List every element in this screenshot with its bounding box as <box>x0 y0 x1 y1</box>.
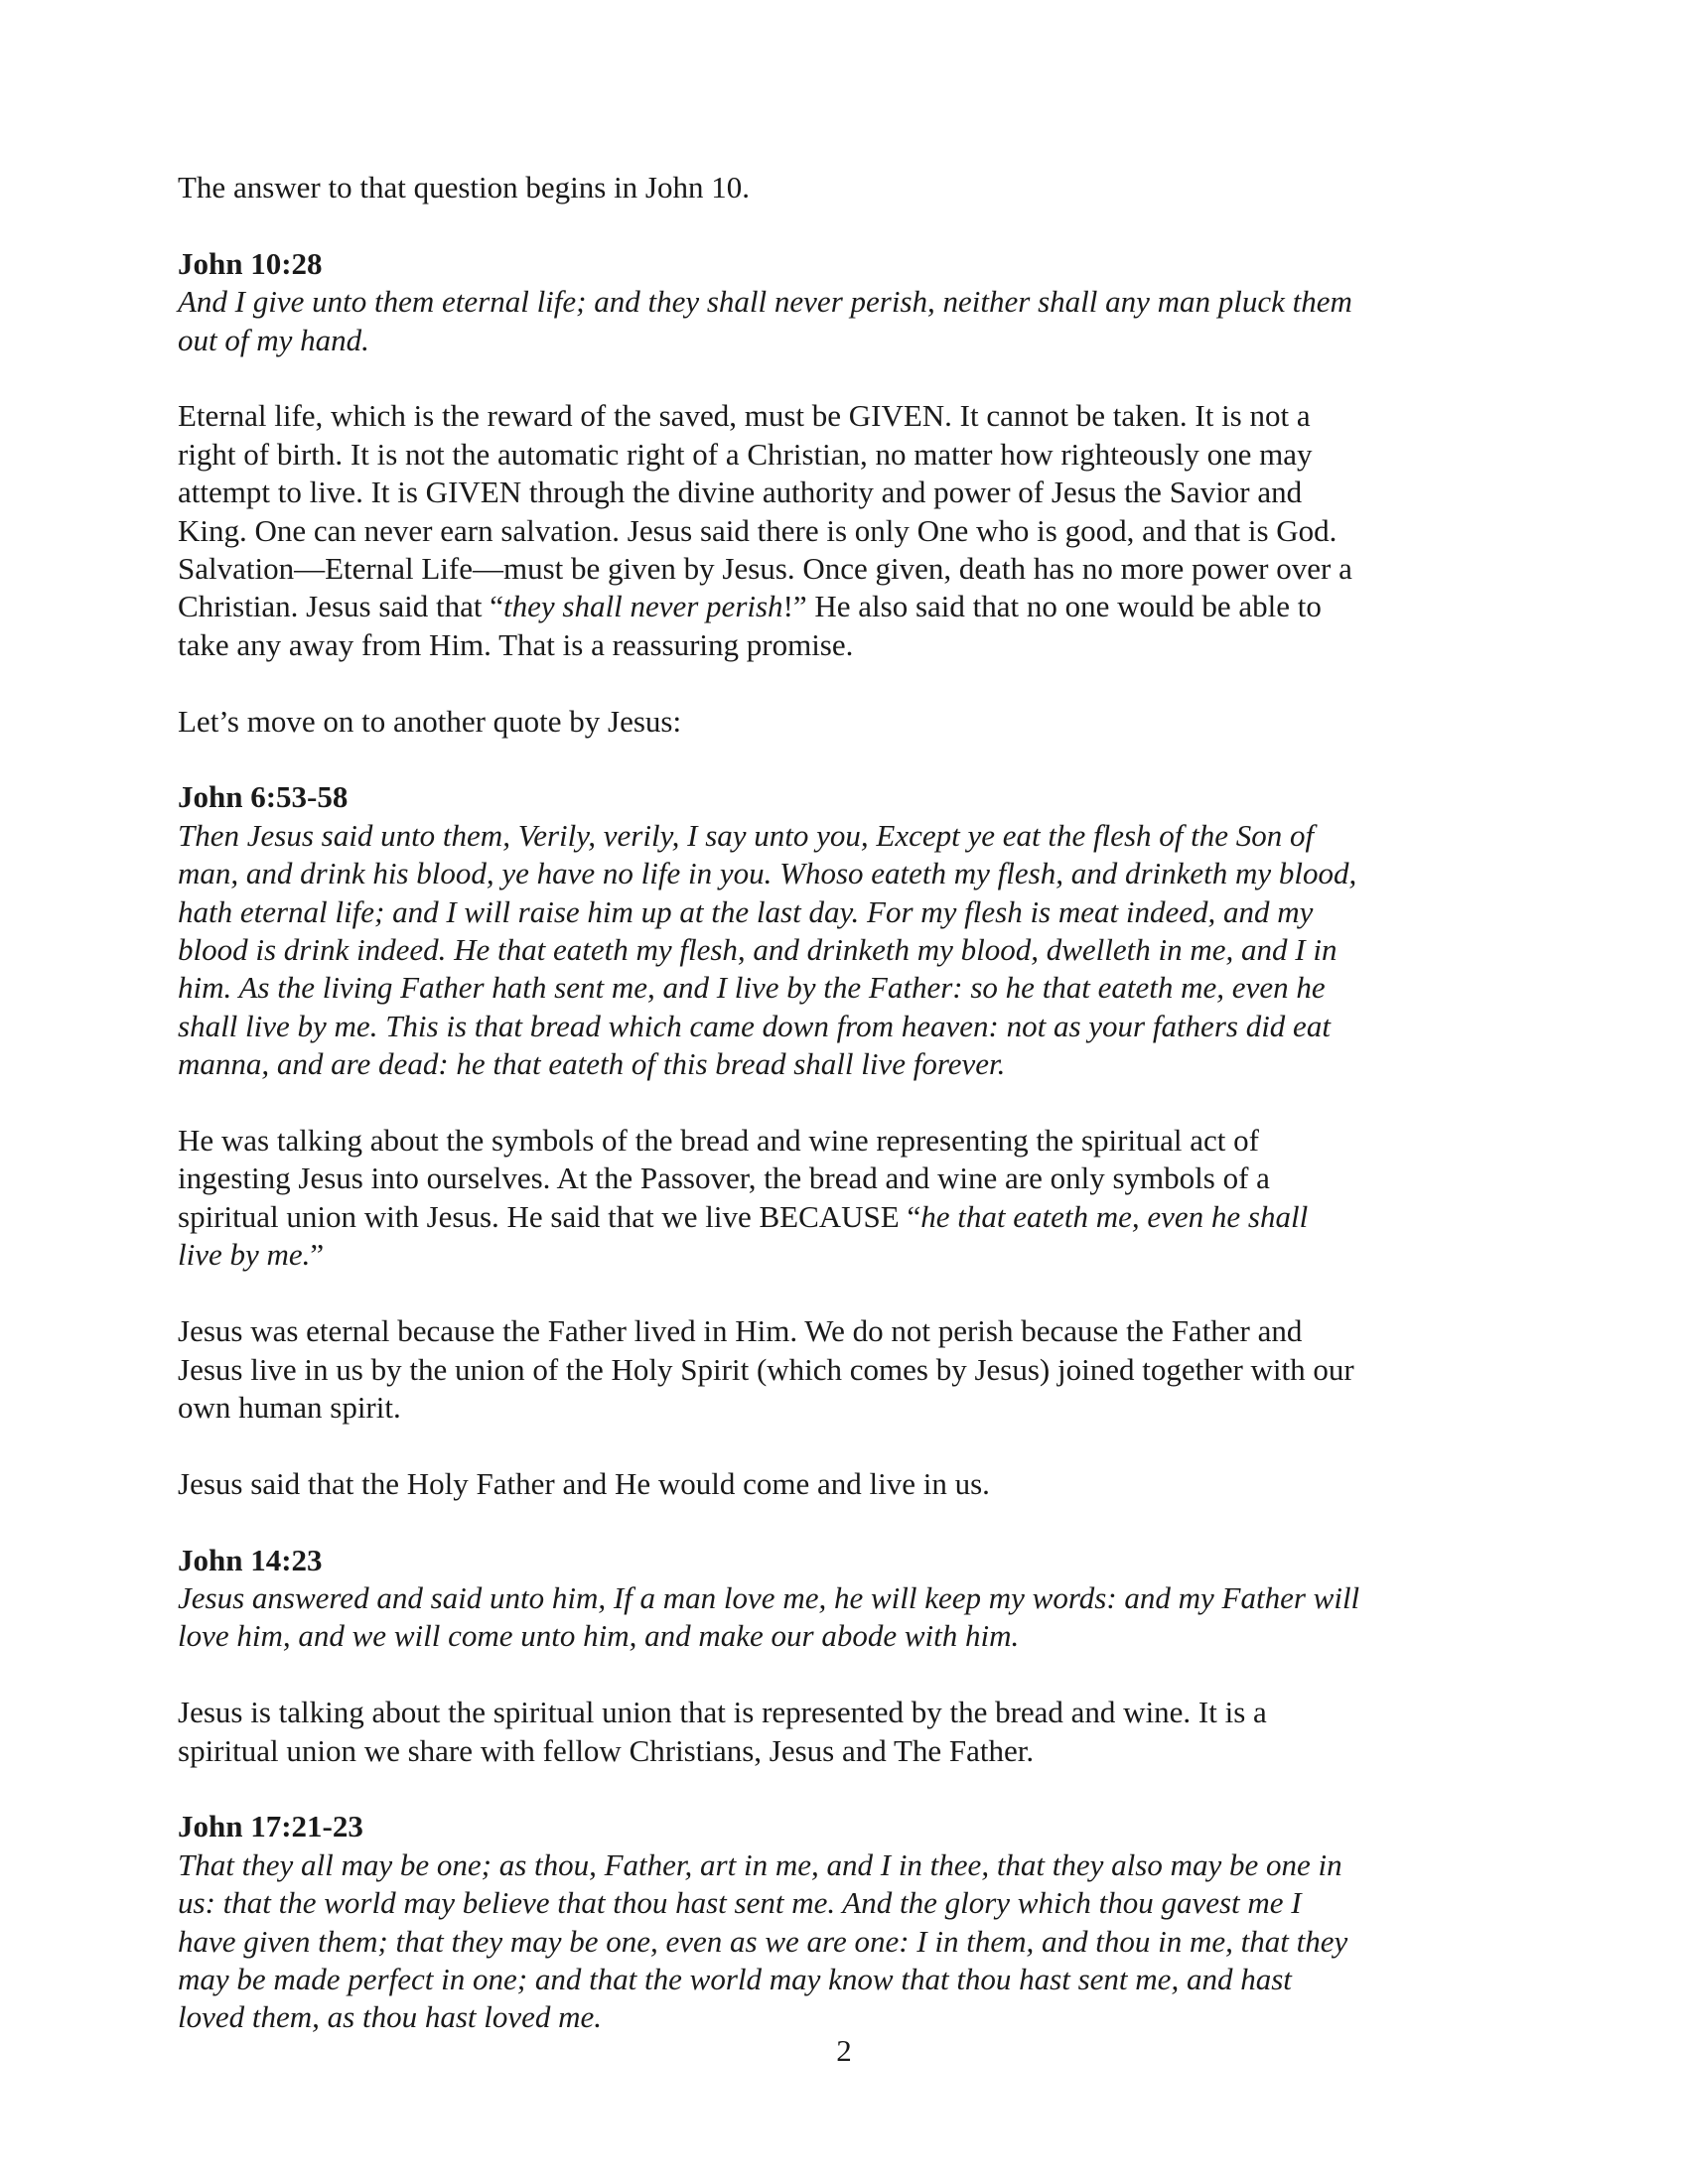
verse-line: Jesus answered and said unto him, If a man love me, he will keep my words: and my Father will <box>178 1579 1360 1615</box>
father-paragraph <box>178 1312 1459 1427</box>
verse-text <box>178 1846 1459 2037</box>
text-run: spiritual union with Jesus. He said that we live BECAUSE “ <box>178 1198 921 1234</box>
inline-quote: they shall never perish <box>503 589 783 624</box>
paragraph-line: Salvation—Eternal Life—must be given by Jesus. Once given, death has no more power over a <box>178 551 1352 587</box>
verse-reference: John 17:21-23 <box>178 1809 363 1844</box>
paragraph-line: Eternal life, which is the reward of the saved, must be GIVEN. It cannot be taken. It is not a <box>178 398 1311 434</box>
verse-line: love him, and we will come unto him, and make our abode with him. <box>178 1618 1020 1654</box>
verse-line: have given them; that they may be one, even as we are one: I in them, and thou in me, that they <box>178 1923 1348 1959</box>
verse-line: loved them, as thou hast loved me. <box>178 1999 603 2035</box>
verse-line: And I give unto them eternal life; and they shall never perish, neither shall any man pluck them <box>178 284 1352 320</box>
paragraph-line: own human spirit. <box>178 1389 401 1425</box>
verse-reference: John 14:23 <box>178 1542 323 1577</box>
eternal-life-paragraph <box>178 397 1459 664</box>
verse-line: may be made perfect in one; and that the world may know that thou hast sent me, and hast <box>178 1961 1292 1996</box>
paragraph-line <box>178 588 1459 625</box>
paragraph-line <box>178 1198 1459 1236</box>
verse-text <box>178 1579 1459 1656</box>
document-page <box>178 169 1459 2075</box>
verse-line: Then Jesus said unto them, Verily, verily, I say unto you, Except ye eat the flesh of the Son of <box>178 817 1315 853</box>
paragraph-line: King. One can never earn salvation. Jesus said there is only One who is good, and that is God. <box>178 512 1337 548</box>
intro-paragraph: The answer to that question begins in John 10. <box>178 170 750 205</box>
page-number: 2 <box>836 2033 852 2068</box>
text-run: ” <box>310 1237 325 1273</box>
paragraph-line: Jesus live in us by the union of the Holy Spirit (which comes by Jesus) joined together with our <box>178 1351 1354 1387</box>
paragraph-line: right of birth. It is not the automatic right of a Christian, no matter how righteously one may <box>178 436 1313 472</box>
verse-line: out of my hand. <box>178 322 369 357</box>
verse-line: manna, and are dead: he that eateth of this bread shall live forever. <box>178 1046 1006 1082</box>
move-on-paragraph: Let’s move on to another quote by Jesus: <box>178 703 682 739</box>
verse-text <box>178 283 1459 359</box>
text-run: Christian. Jesus said that “ <box>178 589 504 624</box>
verse-line: blood is drink indeed. He that eateth my flesh, and drinketh my blood, dwelleth in me, and I in <box>178 932 1337 968</box>
paragraph-line: ingesting Jesus into ourselves. At the Passover, the bread and wine are only symbols of a <box>178 1160 1270 1196</box>
paragraph-line: He was talking about the symbols of the bread and wine representing the spiritual act of <box>178 1123 1259 1159</box>
verse-line: him. As the living Father hath sent me, and I live by the Father: so he that eateth me, even he <box>178 970 1326 1006</box>
paragraph-line <box>178 1236 1459 1274</box>
symbols-paragraph <box>178 1122 1459 1275</box>
holy-father-paragraph: Jesus said that the Holy Father and He would come and live in us. <box>178 1465 990 1501</box>
verse-line: That they all may be one; as thou, Father, art in me, and I in thee, that they also may be one in <box>178 1846 1342 1882</box>
verse-line: hath eternal life; and I will raise him up at the last day. For my flesh is meat indeed, and my <box>178 893 1314 929</box>
paragraph-line: attempt to live. It is GIVEN through the divine authority and power of Jesus the Savior and <box>178 475 1303 510</box>
paragraph-line: take any away from Him. That is a reassuring promise. <box>178 626 854 662</box>
union-paragraph <box>178 1694 1459 1770</box>
text-run: !” He also said that no one would be able to <box>782 589 1322 624</box>
paragraph-line: Jesus is talking about the spiritual union that is represented by the bread and wine. It is a <box>178 1695 1267 1730</box>
verse-line: shall live by me. This is that bread which came down from heaven: not as your fathers did eat <box>178 1008 1331 1043</box>
paragraph-line: Jesus was eternal because the Father lived in Him. We do not perish because the Father and <box>178 1313 1303 1349</box>
verse-line: us: that the world may believe that thou hast sent me. And the glory which thou gavest me I <box>178 1885 1302 1921</box>
inline-quote: he that eateth me, even he shall <box>920 1198 1309 1234</box>
verse-text <box>178 817 1459 1084</box>
verse-reference: John 6:53-58 <box>178 779 349 815</box>
verse-reference: John 10:28 <box>178 245 323 281</box>
paragraph-line: spiritual union we share with fellow Christians, Jesus and The Father. <box>178 1732 1035 1768</box>
inline-quote: live by me. <box>178 1237 311 1273</box>
verse-line: man, and drink his blood, ye have no life in you. Whoso eateth my flesh, and drinketh my blood, <box>178 856 1357 891</box>
